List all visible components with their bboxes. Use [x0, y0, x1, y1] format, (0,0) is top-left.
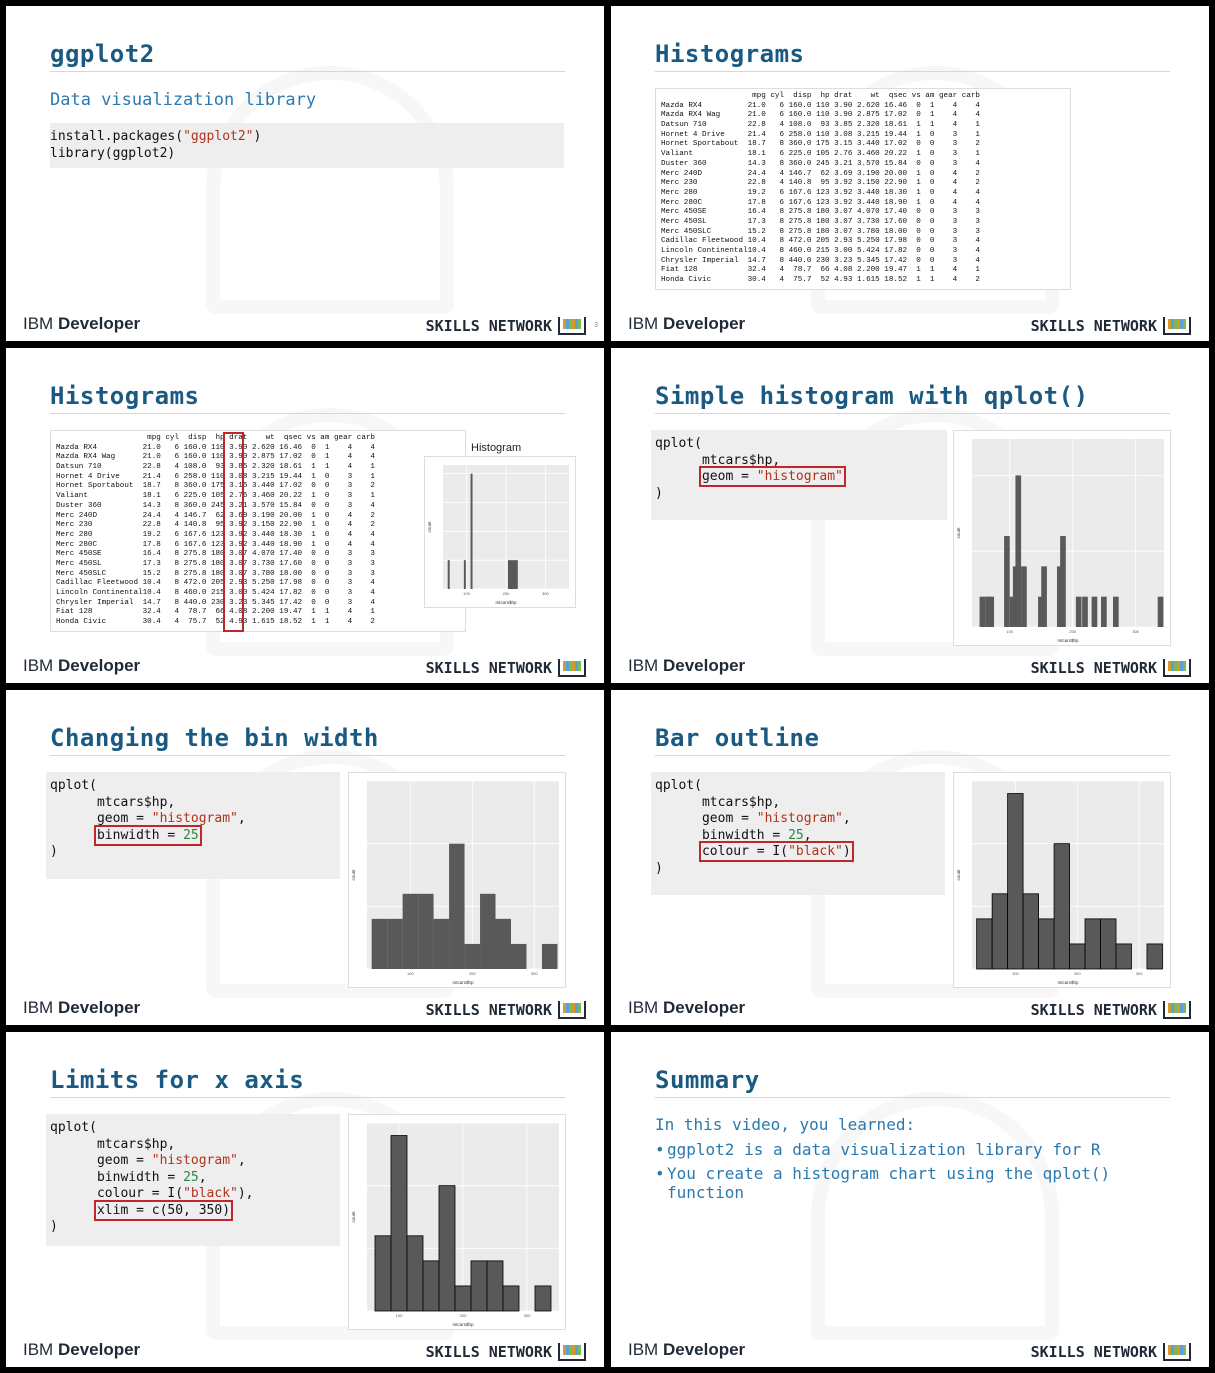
histogram-bar [511, 944, 526, 969]
title-rule [655, 71, 1170, 72]
slide-title: Summary [655, 1066, 760, 1094]
skills-network-logo: SKILLS NETWORK [1031, 1001, 1191, 1019]
table-row: Datsun 710 22.8 4 108.0 93 3.85 2.320 18.61 1 1 4 1 [661, 121, 980, 130]
histogram-bar [1060, 536, 1066, 627]
y-axis-label: count [351, 869, 356, 881]
code-line [50, 1203, 340, 1220]
table-row: Merc 280 19.2 6 167.6 123 3.92 3.440 18.30 1 0 4 4 [56, 530, 375, 539]
slide-histograms-data [611, 6, 1209, 341]
book-icon [558, 659, 586, 677]
slide-x-limits [6, 1032, 604, 1367]
histogram-bar [508, 560, 518, 589]
table-row: Cadillac Fleetwood 10.4 8 472.0 205 2.93 5.250 17.98 0 0 3 4 [661, 237, 980, 246]
y-axis-label: count [427, 521, 432, 533]
histogram-chart [954, 773, 1170, 987]
code-line: colour = I("black"), [50, 1186, 254, 1201]
x-axis-label: mtcars$hp [452, 1322, 474, 1327]
histogram-bar [372, 919, 387, 969]
table-row: Merc 280C 17.8 6 167.6 123 3.92 3.440 18.90 1 0 4 4 [56, 540, 375, 549]
title-rule [50, 1097, 565, 1098]
histogram-bar [487, 1261, 503, 1311]
skills-network-logo: SKILLS NETWORK [1031, 1343, 1191, 1361]
code-string: "black" [183, 1186, 238, 1201]
y-axis-label: count [956, 527, 961, 539]
table-row: Merc 240D 24.4 4 146.7 62 3.69 3.190 20.00 1 0 4 2 [56, 511, 375, 520]
histogram-bar [1021, 566, 1027, 627]
slide-ggplot2 [6, 6, 604, 341]
histogram-bar [1082, 597, 1088, 627]
summary-list [655, 1140, 1175, 1207]
histogram-bar [1070, 944, 1085, 969]
slide-subtitle: Data visualization library [50, 90, 317, 110]
x-tick-label: 200 [459, 1313, 467, 1318]
code-line: mtcars$hp, [50, 794, 176, 810]
code-line [655, 844, 945, 861]
table-row: Merc 450SL 17.3 8 275.8 180 3.07 3.730 17.60 0 0 3 3 [661, 217, 980, 226]
code-line: ) [50, 1219, 58, 1234]
histogram-plot [348, 772, 566, 988]
book-icon [1163, 317, 1191, 335]
histogram-bar [980, 597, 986, 627]
code-line: qplot( [50, 778, 97, 793]
table-row: Merc 450SE 16.4 8 275.8 180 3.07 4.070 17.40 0 0 3 3 [661, 208, 980, 217]
table-row: Honda Civic 30.4 4 75.7 52 4.93 1.615 18.52 1 1 4 2 [661, 276, 980, 285]
skills-network-logo: SKILLS NETWORK [426, 659, 586, 677]
slide-title: Limits for x axis [50, 1066, 305, 1094]
code-line [655, 469, 947, 486]
slide-bar-outline [611, 690, 1209, 1025]
slide-simple-histogram [611, 348, 1209, 683]
table-row: Mazda RX4 21.0 6 160.0 110 3.90 2.620 16.46 0 1 4 4 [661, 101, 980, 110]
table-row: Lincoln Continental10.4 8 460.0 215 3.00 5.424 17.82 0 0 3 4 [56, 589, 375, 597]
table-row: Mazda RX4 Wag 21.0 6 160.0 110 3.90 2.875 17.02 0 1 4 4 [661, 111, 980, 120]
code-block [50, 123, 564, 168]
code-string: "histogram" [756, 469, 843, 484]
book-icon [558, 317, 586, 335]
histogram-bar [480, 894, 495, 969]
x-tick-label: 100 [1012, 971, 1019, 976]
histogram-bar [542, 944, 557, 969]
histogram-thumbnail [424, 456, 576, 608]
histogram-bar [407, 1236, 423, 1311]
title-rule [50, 413, 565, 414]
code-line: geom = "histogram", [50, 811, 246, 826]
x-tick-label: 200 [1073, 971, 1081, 976]
table-row: Valiant 18.1 6 225.0 105 2.76 3.460 20.22 1 0 3 1 [661, 150, 980, 159]
code-line: mtcars$hp, [655, 452, 781, 468]
histogram-bar [418, 894, 433, 969]
histogram-bar [1004, 536, 1010, 627]
slide-title: Histograms [50, 382, 200, 410]
y-axis-label: count [956, 869, 961, 881]
slide-title: ggplot2 [50, 40, 155, 68]
x-tick-label: 300 [530, 971, 538, 976]
slide-title: Histograms [655, 40, 805, 68]
table-row: Cadillac Fleetwood 10.4 8 472.0 205 2.93 5.250 17.98 0 0 3 4 [56, 579, 375, 588]
code-string: "histogram" [151, 1153, 238, 1168]
mtcars-table [50, 430, 466, 632]
histogram-bar [1147, 944, 1162, 969]
plot-label: Histogram [471, 442, 522, 454]
code-number: 25 [183, 827, 199, 843]
histogram-chart [425, 457, 575, 607]
slide-bin-width [6, 690, 604, 1025]
code-block [651, 772, 945, 895]
code-line: ) [655, 485, 663, 501]
table-row: Hornet 4 Drive 21.4 6 258.0 110 3.08 3.215 19.44 1 0 3 1 [56, 472, 375, 481]
histogram-bar [423, 1261, 439, 1311]
ibm-developer-logo: IBM Developer [628, 656, 746, 675]
code-number: 25 [183, 1169, 199, 1185]
x-tick-label: 200 [1069, 629, 1077, 634]
code-line: qplot( [50, 1120, 97, 1135]
hp-column-highlight [223, 432, 244, 632]
code-line: binwidth = 25, [50, 1169, 207, 1185]
x-tick-label: 200 [502, 591, 510, 596]
summary-bullet: • ggplot2 is a data visualization library for R [655, 1140, 1101, 1159]
histogram-bar [434, 919, 449, 969]
histogram-bar [1101, 919, 1116, 969]
code-line: mtcars$hp, [655, 794, 781, 810]
x-tick-label: 300 [1135, 971, 1143, 976]
highlighted-argument: binwidth = 25 [96, 827, 199, 843]
histogram-bar [1023, 894, 1038, 969]
mtcars-table [655, 88, 1071, 290]
histogram-bar [503, 1286, 519, 1311]
x-tick-label: 100 [1006, 629, 1014, 634]
book-icon [1163, 1001, 1191, 1019]
code-line: ) [50, 844, 58, 859]
x-tick-label: 100 [463, 591, 470, 596]
code-line [50, 828, 340, 845]
highlighted-argument: colour = I("black") [701, 844, 851, 859]
slide-histograms-hp [6, 348, 604, 683]
histogram-bar [1085, 919, 1100, 969]
book-icon [558, 1343, 586, 1361]
histogram-bar [1116, 944, 1131, 969]
summary-heading: In this video, you learned: [655, 1115, 916, 1134]
histogram-bar [988, 597, 994, 627]
x-tick-label: 300 [1132, 629, 1140, 634]
histogram-bar [375, 1236, 391, 1311]
histogram-plot [953, 430, 1171, 646]
table-row: Honda Civic 30.4 4 75.7 52 4.93 1.615 18.52 1 1 4 2 [56, 618, 375, 627]
table-row: Duster 360 14.3 8 360.0 245 3.21 3.570 15.84 0 0 3 4 [661, 159, 980, 168]
table-row: Datsun 710 22.8 4 108.0 93 3.85 2.320 18.61 1 1 4 1 [56, 463, 375, 472]
x-tick-label: 200 [468, 971, 476, 976]
histogram-bar [1076, 597, 1082, 627]
title-rule [655, 413, 1170, 414]
code-line: install.packages("ggplot2") [50, 129, 262, 144]
x-axis-label: mtcars$hp [1057, 638, 1079, 643]
histogram-bar [449, 844, 464, 969]
slide-title: Simple histogram with qplot() [655, 382, 1089, 410]
slide-title: Changing the bin width [50, 724, 379, 752]
histogram-bar [1092, 597, 1098, 627]
page-number: 3 [594, 322, 598, 329]
code-string: "histogram" [151, 811, 238, 826]
code-line: geom = "histogram", [50, 1153, 246, 1168]
title-rule [655, 755, 1170, 756]
histogram-bar [1039, 919, 1054, 969]
x-tick-label: 300 [523, 1313, 531, 1318]
code-block [651, 430, 947, 520]
code-line: library(ggplot2) [50, 145, 176, 161]
book-icon [558, 1001, 586, 1019]
code-block [46, 772, 340, 879]
table-row: Chrysler Imperial 14.7 8 440.0 230 3.23 5.345 17.42 0 0 3 4 [661, 256, 980, 265]
code-string: "black" [788, 844, 843, 859]
highlighted-argument: geom = "histogram" [701, 469, 843, 484]
histogram-chart [954, 431, 1170, 645]
x-axis-label: mtcars$hp [452, 980, 474, 985]
table-row: Duster 360 14.3 8 360.0 245 3.21 3.570 15.84 0 0 3 4 [56, 501, 375, 510]
histogram-bar [977, 919, 992, 969]
table-row: Merc 450SLC 15.2 8 275.8 180 3.07 3.780 18.00 0 0 3 3 [661, 227, 980, 236]
code-line: qplot( [655, 778, 702, 793]
histogram-bar [535, 1286, 551, 1311]
book-icon [1163, 659, 1191, 677]
y-axis-label: count [351, 1211, 356, 1223]
highlighted-argument: xlim = c(50, 350) [96, 1202, 231, 1218]
histogram-bar [464, 560, 466, 589]
table-row: Lincoln Continental10.4 8 460.0 215 3.00 5.424 17.82 0 0 3 4 [661, 247, 980, 255]
table-row: Merc 450SE 16.4 8 275.8 180 3.07 4.070 17.40 0 0 3 3 [56, 550, 375, 559]
code-line: mtcars$hp, [50, 1136, 176, 1152]
ibm-developer-logo: IBM Developer [628, 998, 746, 1017]
slide-title: Bar outline [655, 724, 820, 752]
table-row: Merc 230 22.8 4 140.8 95 3.92 3.150 22.90 1 0 4 2 [56, 521, 375, 530]
x-axis-label: mtcars$hp [495, 600, 517, 605]
histogram-bar [1101, 597, 1107, 627]
histogram-bar [391, 1136, 407, 1311]
histogram-bar [439, 1186, 455, 1311]
ibm-developer-logo: IBM Developer [628, 314, 746, 333]
code-line: geom = "histogram", [655, 811, 851, 826]
book-icon [1163, 1343, 1191, 1361]
histogram-bar [387, 919, 402, 969]
table-row: Fiat 128 32.4 4 78.7 66 4.08 2.200 19.47 1 1 4 1 [56, 608, 375, 617]
table-row: Mazda RX4 21.0 6 160.0 110 3.90 2.620 16.46 0 1 4 4 [56, 443, 375, 452]
code-string: "histogram" [756, 811, 843, 826]
plot-panel [972, 439, 1164, 627]
skills-network-logo: SKILLS NETWORK [1031, 317, 1191, 335]
ibm-developer-logo: IBM Developer [23, 314, 141, 333]
ibm-developer-logo: IBM Developer [23, 656, 141, 675]
histogram-bar [992, 894, 1007, 969]
histogram-bar [496, 919, 511, 969]
table-row: Fiat 128 32.4 4 78.7 66 4.08 2.200 19.47 1 1 4 1 [661, 266, 980, 275]
histogram-bar [1113, 597, 1119, 627]
histogram-bar [1008, 794, 1023, 969]
x-tick-label: 100 [395, 1313, 403, 1318]
skills-network-logo: SKILLS NETWORK [426, 1343, 586, 1361]
table-row: Hornet 4 Drive 21.4 6 258.0 110 3.08 3.215 19.44 1 0 3 1 [661, 130, 980, 139]
histogram-bar [1015, 475, 1021, 627]
table-header: mpg cyl disp hp drat wt qsec vs am gear carb [56, 434, 375, 442]
ibm-developer-logo: IBM Developer [23, 1340, 141, 1359]
title-rule [655, 1097, 1170, 1098]
code-string: "ggplot2" [183, 129, 254, 144]
code-number: 25 [788, 827, 804, 843]
histogram-chart [349, 1115, 565, 1329]
title-rule [50, 71, 565, 72]
histogram-bar [471, 474, 473, 589]
x-tick-label: 300 [542, 591, 549, 596]
ibm-developer-logo: IBM Developer [23, 998, 141, 1017]
histogram-bar [471, 1261, 487, 1311]
histogram-plot [348, 1114, 566, 1330]
histogram-bar [1041, 566, 1047, 627]
table-row: Merc 240D 24.4 4 146.7 62 3.69 3.190 20.00 1 0 4 2 [661, 169, 980, 178]
x-axis-label: mtcars$hp [1057, 980, 1079, 985]
table-row: Hornet Sportabout 18.7 8 360.0 175 3.15 3.440 17.02 0 0 3 2 [56, 482, 375, 491]
table-row: Merc 280 19.2 6 167.6 123 3.92 3.440 18.30 1 0 4 4 [661, 188, 980, 197]
code-block [46, 1114, 340, 1246]
histogram-bar [455, 1286, 471, 1311]
x-tick-label: 100 [407, 971, 414, 976]
table-row: Chrysler Imperial 14.7 8 440.0 230 3.23 5.345 17.42 0 0 3 4 [56, 598, 375, 607]
histogram-plot [953, 772, 1171, 988]
summary-bullet: • You create a histogram chart using the qplot() function [655, 1164, 1111, 1202]
table-row: Hornet Sportabout 18.7 8 360.0 175 3.15 3.440 17.02 0 0 3 2 [661, 140, 980, 149]
table-row: Merc 450SL 17.3 8 275.8 180 3.07 3.730 17.60 0 0 3 3 [56, 559, 375, 568]
table-row: Merc 280C 17.8 6 167.6 123 3.92 3.440 18.90 1 0 4 4 [661, 198, 980, 207]
ibm-developer-logo: IBM Developer [628, 1340, 746, 1359]
histogram-bar [465, 944, 480, 969]
table-header: mpg cyl disp hp drat wt qsec vs am gear carb [661, 92, 980, 100]
code-line: binwidth = 25, [655, 827, 812, 843]
skills-network-logo: SKILLS NETWORK [426, 317, 586, 335]
histogram-chart [349, 773, 565, 987]
histogram-bar [1158, 597, 1164, 627]
table-row: Valiant 18.1 6 225.0 105 2.76 3.460 20.22 1 0 3 1 [56, 492, 375, 501]
histogram-bar [448, 560, 450, 589]
table-row: Merc 450SLC 15.2 8 275.8 180 3.07 3.780 18.00 0 0 3 3 [56, 569, 375, 578]
slide-summary [611, 1032, 1209, 1367]
histogram-bar [403, 894, 418, 969]
skills-network-logo: SKILLS NETWORK [426, 1001, 586, 1019]
code-line: qplot( [655, 436, 702, 451]
histogram-bar [1054, 844, 1069, 969]
table-row: Merc 230 22.8 4 140.8 95 3.92 3.150 22.90 1 0 4 2 [661, 179, 980, 188]
table-row: Mazda RX4 Wag 21.0 6 160.0 110 3.90 2.875 17.02 0 1 4 4 [56, 453, 375, 462]
code-line: ) [655, 860, 663, 876]
skills-network-logo: SKILLS NETWORK [1031, 659, 1191, 677]
title-rule [50, 755, 565, 756]
